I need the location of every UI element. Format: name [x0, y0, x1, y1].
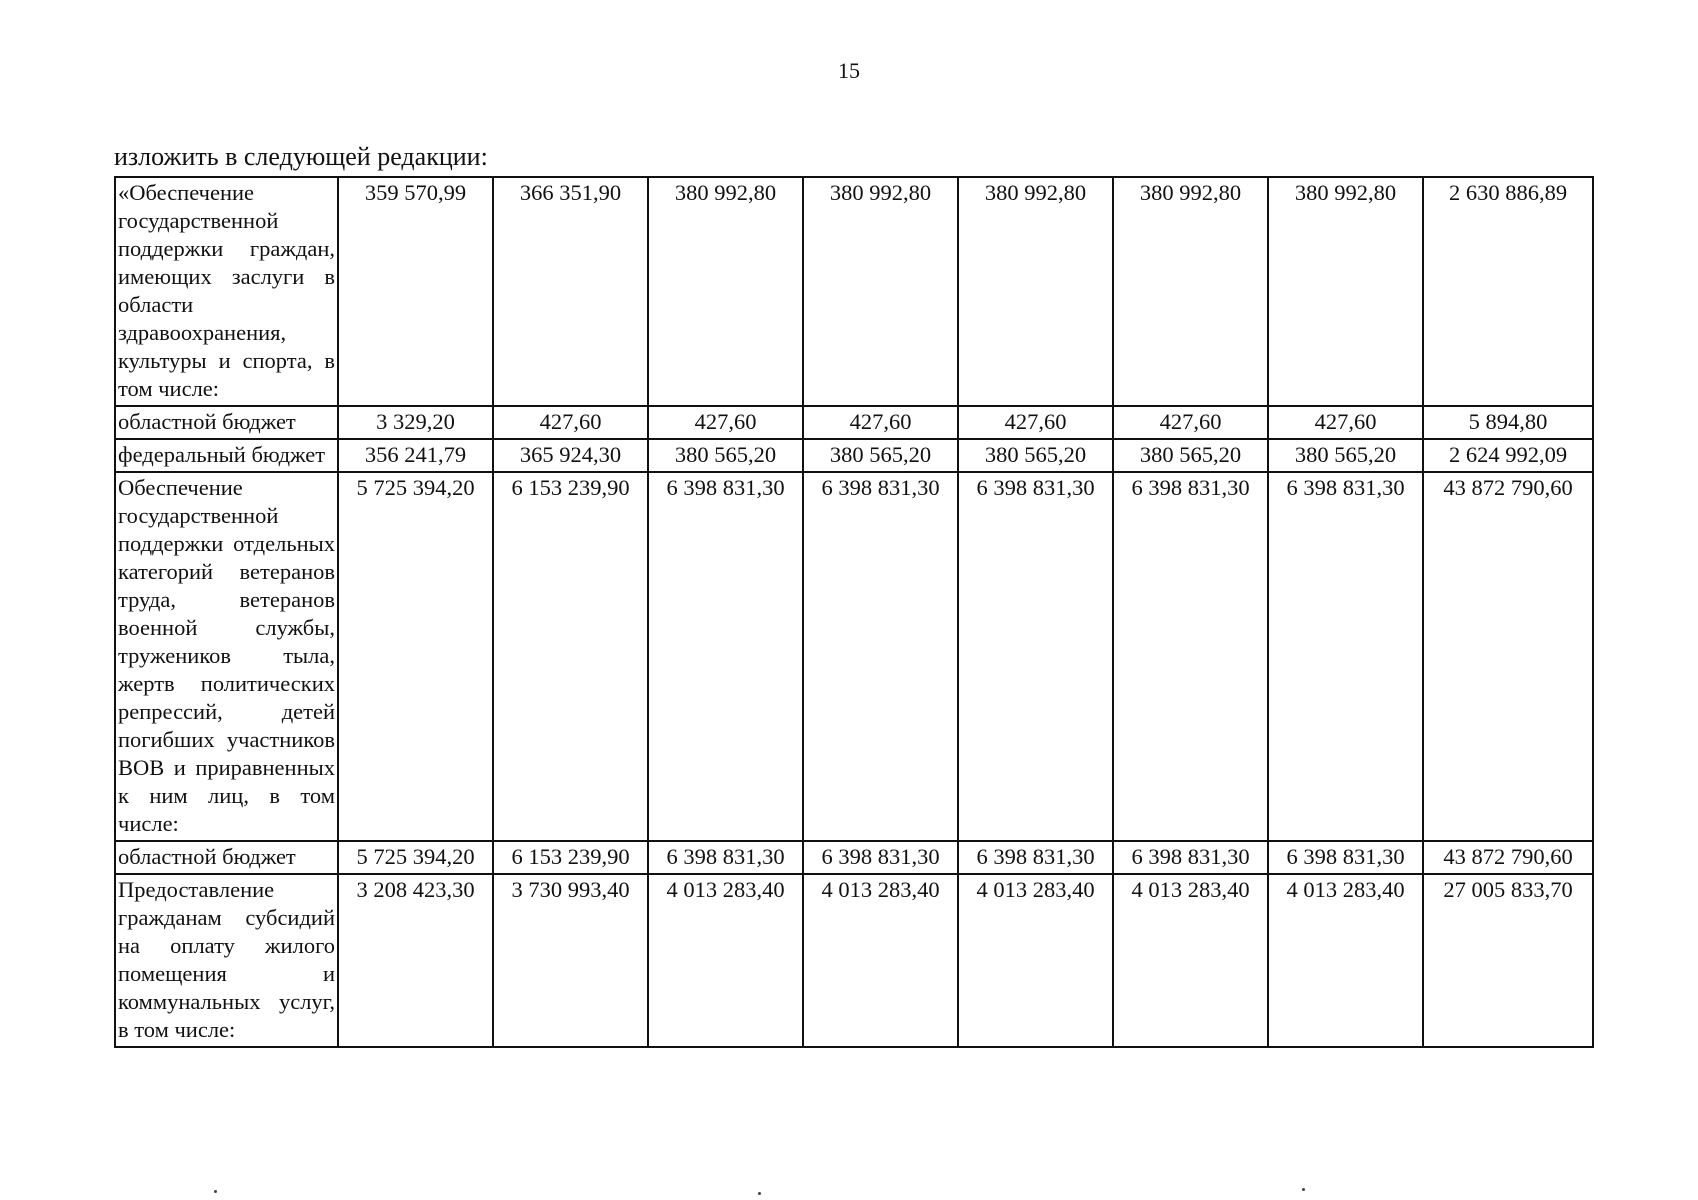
table-cell: 2 624 992,09	[1423, 439, 1593, 472]
intro-text: изложить в следующей редакции:	[114, 142, 488, 171]
table-cell: 5 725 394,20	[338, 841, 493, 874]
table-cell: 380 565,20	[1113, 439, 1268, 472]
table-cell: 427,60	[648, 406, 803, 439]
row-label: «Обеспечение государственной поддержки граждан, имеющих заслуги в области здравоохранения, культуры и спорта, в том числе:	[115, 177, 338, 406]
table-row	[115, 472, 1593, 841]
table-cell: 6 398 831,30	[1113, 472, 1268, 841]
table-cell: 5 894,80	[1423, 406, 1593, 439]
table-cell: 6 398 831,30	[803, 472, 958, 841]
scan-speck	[758, 1192, 761, 1195]
table-cell: 6 398 831,30	[803, 841, 958, 874]
table-cell: 427,60	[493, 406, 648, 439]
scan-speck	[1302, 1188, 1305, 1191]
table-cell: 3 208 423,30	[338, 874, 493, 1047]
table-cell: 43 872 790,60	[1423, 841, 1593, 874]
table-cell: 380 992,80	[1113, 177, 1268, 406]
table-cell: 366 351,90	[493, 177, 648, 406]
table-cell: 4 013 283,40	[958, 874, 1113, 1047]
table-cell: 356 241,79	[338, 439, 493, 472]
table-row	[115, 874, 1593, 1047]
page-number: 15	[838, 58, 860, 83]
table-cell: 380 565,20	[1268, 439, 1423, 472]
table-cell: 359 570,99	[338, 177, 493, 406]
table-cell: 6 398 831,30	[958, 472, 1113, 841]
table-cell: 5 725 394,20	[338, 472, 493, 841]
table-cell: 427,60	[1113, 406, 1268, 439]
table-cell: 365 924,30	[493, 439, 648, 472]
table-cell: 4 013 283,40	[1268, 874, 1423, 1047]
table-row	[115, 406, 1593, 439]
table-cell: 6 398 831,30	[1268, 472, 1423, 841]
table-cell: 380 992,80	[1268, 177, 1423, 406]
row-label: Обеспечение государственной поддержки отдельных категорий ветеранов труда, ветеранов военной службы, тружеников тыла, жертв политических репрессий, детей погибших участников ВОВ и приравненных к ним лиц, в том числе:	[115, 472, 338, 841]
table-cell: 3 329,20	[338, 406, 493, 439]
table-row	[115, 841, 1593, 874]
table-row	[115, 439, 1593, 472]
table-cell: 43 872 790,60	[1423, 472, 1593, 841]
table-cell: 2 630 886,89	[1423, 177, 1593, 406]
table-cell: 380 992,80	[803, 177, 958, 406]
table-cell: 27 005 833,70	[1423, 874, 1593, 1047]
budget-table	[114, 176, 1594, 1048]
row-label: Предоставление гражданам субсидий на оплату жилого помещения и коммунальных услуг, в том числе:	[115, 874, 338, 1047]
table-cell: 3 730 993,40	[493, 874, 648, 1047]
table-cell: 6 153 239,90	[493, 472, 648, 841]
row-label: областной бюджет	[115, 406, 338, 439]
table-cell: 427,60	[1268, 406, 1423, 439]
scan-speck	[214, 1190, 217, 1193]
table-cell: 4 013 283,40	[803, 874, 958, 1047]
table-cell: 6 398 831,30	[648, 472, 803, 841]
table-row	[115, 177, 1593, 406]
table-cell: 380 565,20	[803, 439, 958, 472]
table-cell: 380 565,20	[648, 439, 803, 472]
table-cell: 380 565,20	[958, 439, 1113, 472]
table-cell: 6 398 831,30	[1113, 841, 1268, 874]
table-cell: 4 013 283,40	[648, 874, 803, 1047]
table-cell: 6 398 831,30	[1268, 841, 1423, 874]
table-cell: 380 992,80	[958, 177, 1113, 406]
table-cell: 427,60	[958, 406, 1113, 439]
row-label: федеральный бюджет	[115, 439, 338, 472]
table-cell: 6 398 831,30	[958, 841, 1113, 874]
row-label: областной бюджет	[115, 841, 338, 874]
table-cell: 6 398 831,30	[648, 841, 803, 874]
table-cell: 427,60	[803, 406, 958, 439]
table-cell: 380 992,80	[648, 177, 803, 406]
table-cell: 4 013 283,40	[1113, 874, 1268, 1047]
table-cell: 6 153 239,90	[493, 841, 648, 874]
